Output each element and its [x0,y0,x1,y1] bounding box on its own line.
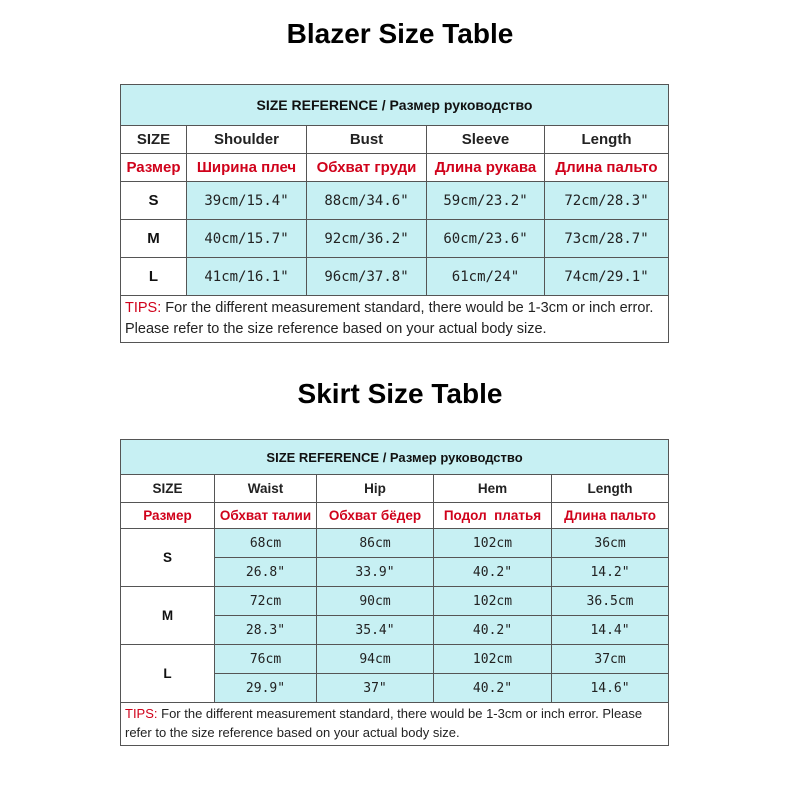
header-waist: Waist [215,475,317,503]
hip-cm: 86cm [317,529,434,558]
tips-label: TIPS: [125,706,158,721]
header-length: Length [552,475,669,503]
hip-cm: 94cm [317,645,434,674]
size-reference-row [121,440,669,475]
length-value: 73cm/28.7" [545,220,669,258]
header-size: SIZE [121,475,215,503]
header-hem-ru: Подол платья [434,503,552,529]
size-label: L [121,645,215,703]
hem-inch: 40.2" [434,674,552,703]
header-row-ru [121,503,669,529]
size-label: M [121,587,215,645]
tips-row [121,296,669,343]
header-row-ru [121,154,669,182]
tips-body: For the different measurement standard, there would be 1-3cm or inch error. Please refer to the size reference based on your actual body size. [125,300,654,338]
hem-cm: 102cm [434,645,552,674]
table-row [121,220,669,258]
tips-body: For the different measurement standard, there would be 1-3cm or inch error. Please refer to the size reference based on your actual body size. [125,706,643,740]
header-size: SIZE [121,126,187,154]
table-row [121,645,669,674]
header-hem: Hem [434,475,552,503]
length-inch: 14.2" [552,558,669,587]
skirt-title: Skirt Size Table [297,378,503,409]
hem-inch: 40.2" [434,616,552,645]
waist-inch: 29.9" [215,674,317,703]
bust-value: 96cm/37.8" [307,258,427,296]
header-bust-ru: Обхват груди [307,154,427,182]
hip-inch: 37" [317,674,434,703]
waist-inch: 28.3" [215,616,317,645]
sleeve-value: 60cm/23.6" [427,220,545,258]
size-label: S [121,529,215,587]
length-cm: 36.5cm [552,587,669,616]
hem-cm: 102cm [434,529,552,558]
header-row [121,126,669,154]
hip-cm: 90cm [317,587,434,616]
table-row [121,529,669,558]
waist-cm: 76cm [215,645,317,674]
header-hip-ru: Обхват бёдер [317,503,434,529]
shoulder-value: 41cm/16.1" [187,258,307,296]
header-size-ru: Размер [121,503,215,529]
header-sleeve-ru: Длина рукава [427,154,545,182]
tips-text [121,703,669,746]
hip-inch: 33.9" [317,558,434,587]
size-reference-row [121,85,669,126]
table-row [121,258,669,296]
size-reference-label: SIZE REFERENCE / Размер руководство [121,85,669,126]
length-value: 72cm/28.3" [545,182,669,220]
header-shoulder: Shoulder [187,126,307,154]
length-value: 74cm/29.1" [545,258,669,296]
waist-inch: 26.8" [215,558,317,587]
header-hip: Hip [317,475,434,503]
hem-inch: 40.2" [434,558,552,587]
shoulder-value: 39cm/15.4" [187,182,307,220]
sleeve-value: 61cm/24" [427,258,545,296]
hem-cm: 102cm [434,587,552,616]
header-row [121,475,669,503]
hip-inch: 35.4" [317,616,434,645]
header-length: Length [545,126,669,154]
header-shoulder-ru: Ширина плеч [187,154,307,182]
table-row [121,587,669,616]
size-label: L [121,258,187,296]
size-reference-label: SIZE REFERENCE / Размер руководство [121,440,669,475]
waist-cm: 68cm [215,529,317,558]
waist-cm: 72cm [215,587,317,616]
length-inch: 14.6" [552,674,669,703]
header-length-ru: Длина пальто [545,154,669,182]
bust-value: 92cm/36.2" [307,220,427,258]
size-label: M [121,220,187,258]
length-inch: 14.4" [552,616,669,645]
tips-text [121,296,669,343]
table-row [121,182,669,220]
skirt-size-table [120,439,669,746]
tips-row [121,703,669,746]
header-bust: Bust [307,126,427,154]
header-waist-ru: Обхват талии [215,503,317,529]
header-length-ru: Длина пальто [552,503,669,529]
header-size-ru: Размер [121,154,187,182]
tips-label: TIPS: [125,300,162,316]
blazer-title: Blazer Size Table [286,18,514,49]
blazer-size-table [120,84,669,343]
length-cm: 36cm [552,529,669,558]
bust-value: 88cm/34.6" [307,182,427,220]
header-sleeve: Sleeve [427,126,545,154]
size-label: S [121,182,187,220]
shoulder-value: 40cm/15.7" [187,220,307,258]
sleeve-value: 59cm/23.2" [427,182,545,220]
length-cm: 37cm [552,645,669,674]
